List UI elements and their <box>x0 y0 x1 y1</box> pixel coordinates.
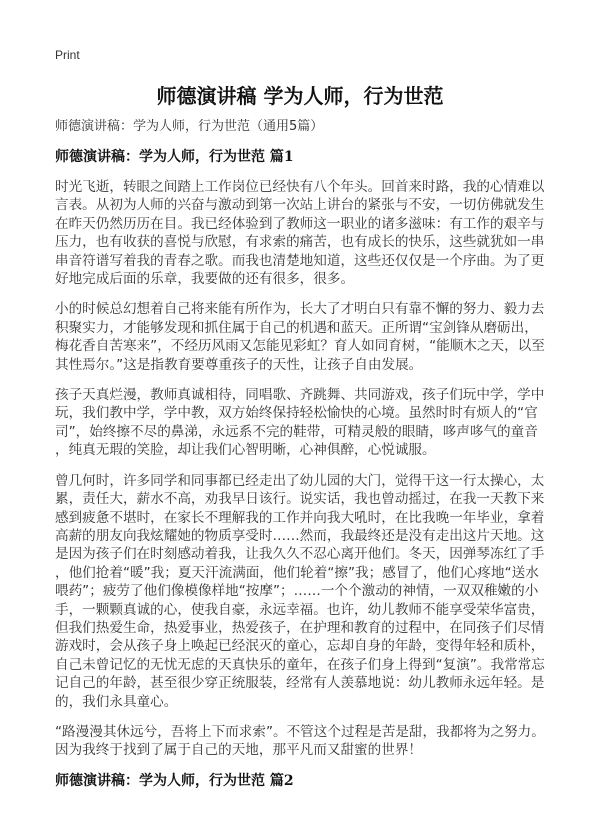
paragraph-line: ，他们抢着“暖”我；夏天汗流满面，他们轮着“擦”我；感冒了，他们心疼地“送水 <box>55 564 539 581</box>
paragraph-line: 孩子天真烂漫，教师真诚相待，同唱歌、齐跳舞、共同游戏，孩子们玩中学，学中 <box>55 387 545 404</box>
paragraph-line: 其性焉尔。”这是指教育要尊重孩子的天性，让孩子自由发展。 <box>55 356 423 373</box>
paragraph-line: 时光飞逝，转眼之间踏上工作岗位已经快有八个年头。回首来时路，我的心情难以 <box>55 179 545 195</box>
paragraph <box>55 472 547 711</box>
paragraph-line: 高薪的朋友向我炫耀她的物质享受时……然而，我最终还是没有走出这片天地。这 <box>55 527 545 544</box>
paragraph-line: 在昨天仍然历历在目。我已经体验到了教师这一职业的诸多滋味：有工作的艰辛与 <box>55 215 545 232</box>
paragraph <box>55 300 547 374</box>
document-body <box>55 118 547 802</box>
paragraph-line: 是因为孩子们在时刻感动着我，让我久久不忍心离开他们。冬天，因弹琴冻红了手 <box>55 546 545 563</box>
paragraph-line: 的，我们永具童心。 <box>55 693 178 710</box>
paragraph-line: 但我们热爱生命，热爱事业，热爱孩子，在护理和教育的过程中，在同孩子们尽情 <box>55 619 545 636</box>
paragraph-line: “路漫漫其休远兮，吾将上下而求索”。不管这个过程是苦是甜，我都将为之努力。 <box>55 723 545 740</box>
paragraph-line: 串音符谱写着我的青春之歌。而我也清楚地知道，这些还仅仅是一个序曲。为了更 <box>55 252 545 269</box>
page-title: 师德演讲稿 学为人师，行为世范 <box>156 84 444 108</box>
paragraph-line: 玩，我们教中学，学中教，双方始终保持轻松愉快的心境。虽然时时有烦人的“官 <box>55 405 538 422</box>
paragraph-line: 感到疲惫不堪时，在家长不理解我的工作并向我大吼时，在比我晚一年毕业，拿着 <box>55 509 545 526</box>
paragraph <box>55 178 547 288</box>
paragraph-line: 记自己的年龄，甚至很少穿正统服装，经常有人羡慕地说：幼儿教师永远年轻。是 <box>55 675 545 692</box>
paragraph-line: 小的时候总幻想着自己将来能有所作为，长大了才明白只有靠不懈的努力、毅力去 <box>55 301 545 318</box>
paragraph-line: 积聚实力，才能够发现和抓住属于自己的机遇和蓝天。正所谓“宝剑锋从磨砺出， <box>55 319 538 336</box>
paragraph-line: 压力，也有收获的喜悦与欣慰，有求索的痛苦，也有成长的快乐，这些就犹如一串 <box>55 234 545 251</box>
section-heading: 师德演讲稿：学为人师，行为世范 篇2 <box>55 772 294 789</box>
paragraph-line: 好地完成后面的乐章，我要做的还有很多，很多。 <box>55 271 355 288</box>
paragraph-line: 喂药”；疲劳了他们像模像样地“按摩”；……一个个激动的神情，一双双稚嫩的小 <box>55 583 539 600</box>
document-subtitle: 师德演讲稿：学为人师，行为世范（通用5篇） <box>55 119 324 134</box>
paragraph-line: 曾几何时，许多同学和同事都已经走出了幼儿园的大门，觉得干这一行太操心，太 <box>55 472 545 489</box>
paragraph <box>55 386 547 460</box>
paragraph-line: 累，责任大，薪水不高，劝我早日该行。说实话，我也曾动摇过，在我一天教下来 <box>55 491 545 508</box>
section-heading: 师德演讲稿：学为人师，行为世范 篇1 <box>55 149 294 165</box>
paragraph-line: 司”，始终擦不尽的鼻涕，永远系不完的鞋带，可精灵般的眼睛，哆声哆气的童音 <box>55 423 538 440</box>
print-link[interactable]: Print <box>55 48 80 62</box>
paragraph-line: 手，一颗颗真诚的心，使我自豪，永远幸福。也许，幼儿教师不能享受荣华富贵， <box>55 601 545 618</box>
paragraph-line: ，纯真无瑕的笑脸，却让我们心智明晰，心神俱醉，心悦诚服。 <box>55 442 436 459</box>
paragraph-line: 言表。从初为人师的兴奋与激动到第一次站上讲台的紧张与不安，一切仿佛就发生 <box>55 197 545 214</box>
paragraph-line: 自己未曾记忆的无忧无虑的天真快乐的童年，在孩子们身上得到“复演”。我常常忘 <box>55 656 545 673</box>
paragraph-line: 梅花香自苦寒来”，不经历风雨又怎能见彩虹？育人如同育树，“能顺木之天，以至 <box>55 338 545 355</box>
paragraph <box>55 723 547 760</box>
paragraph-line: 游戏时，会从孩子身上唤起已经泯灭的童心，忘却自身的年龄，变得年轻和质朴， <box>55 638 545 655</box>
paragraph-line: 因为我终于找到了属于自己的天地，那平凡而又甜蜜的世界！ <box>55 742 423 759</box>
